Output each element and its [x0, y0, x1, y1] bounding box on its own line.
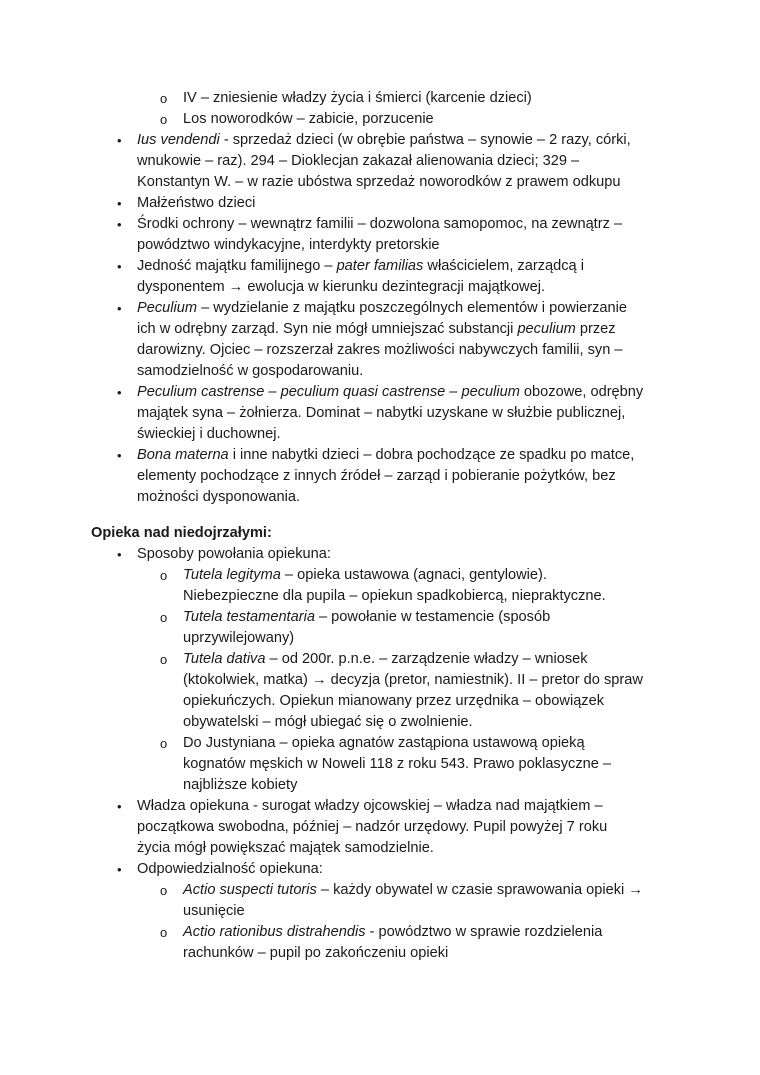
circle-bullet-icon: o	[160, 925, 168, 940]
item-text: uprzywilejowany)	[183, 630, 295, 646]
item-text: (ktokolwiek, matka) → decyzja (pretor, namiestnik). II – pretor do spraw	[183, 672, 643, 688]
item-text: życia mógł powiększać majątek samodzielnie.	[137, 840, 434, 856]
latin-term: Bona materna	[137, 447, 229, 463]
list-item: Odpowiedzialność opiekuna:	[137, 861, 323, 877]
item-text: świeckiej i duchownej.	[137, 426, 281, 442]
list-item: IV – zniesienie władzy życia i śmierci (karcenie dzieci)	[183, 90, 532, 106]
list-item	[183, 649, 588, 670]
latin-term: Actio rationibus distrahendis	[183, 924, 366, 940]
item-text: ich w odrębny zarząd. Syn nie mógł umniejszać substancji	[137, 321, 518, 337]
list-item: Los noworodków – zabicie, porzucenie	[183, 111, 434, 127]
circle-bullet-icon: o	[160, 736, 168, 751]
item-text: rachunków – pupil po zakończeniu opieki	[183, 945, 449, 961]
item-text: – każdy obywatel w czasie sprawowania opieki →	[316, 882, 643, 898]
list-item	[183, 565, 547, 586]
latin-term: Ius vendendi	[137, 132, 220, 148]
list-item	[183, 880, 643, 901]
bullet-icon: •	[117, 196, 122, 211]
item-text: opiekuńczych. Opiekun mianowany przez urzędnika – obowiązek	[183, 693, 605, 709]
bullet-icon: •	[117, 799, 122, 814]
bullet-icon: •	[117, 385, 122, 400]
list-item	[137, 256, 584, 277]
item-text: wnukowie – raz). 294 – Dioklecjan zakazał alienowania dzieci; 329 –	[137, 153, 580, 169]
item-text: i inne nabytki dzieci – dobra pochodzące ze spadku po matce,	[228, 447, 635, 463]
latin-term: pater familias	[336, 258, 424, 274]
list-item: Sposoby powołania opiekuna:	[137, 546, 331, 562]
bullet-icon: •	[117, 547, 122, 562]
item-text: początkowa swobodna, później – nadzór urzędowy. Pupil powyżej 7 roku	[137, 819, 608, 835]
item-text: najbliższe kobiety	[183, 777, 298, 793]
item-text: przez	[575, 321, 616, 337]
item-text: właścicielem, zarządcą i	[423, 258, 584, 274]
item-text: - sprzedaż dzieci (w obrębie państwa – synowie – 2 razy, córki,	[219, 132, 631, 148]
list-item	[137, 298, 627, 319]
item-text: możności dysponowania.	[137, 489, 301, 505]
circle-bullet-icon: o	[160, 610, 168, 625]
item-text: usunięcie	[183, 903, 245, 919]
bullet-icon: •	[117, 217, 122, 232]
item-text: kognatów męskich w Noweli 118 z roku 543. Prawo poklasyczne –	[183, 756, 612, 772]
list-item: Władza opiekuna - surogat władzy ojcowskiej – władza nad majątkiem –	[137, 798, 603, 814]
item-text: dysponentem → ewolucja w kierunku dezintegracji majątkowej.	[137, 279, 546, 295]
list-item: Małżeństwo dzieci	[137, 195, 256, 211]
item-text: obywatelski – mógł ubiegać się o zwolnienie.	[183, 714, 473, 730]
item-text: – opieka ustawowa (agnaci, gentylowie).	[280, 567, 547, 583]
list-item	[137, 130, 631, 151]
item-text: Jedność majątku familijnego –	[137, 258, 337, 274]
circle-bullet-icon: o	[160, 91, 168, 106]
item-text: obozowe, odrębny	[519, 384, 644, 400]
item-text: – od 200r. p.n.e. – zarządzenie władzy – wniosek	[265, 651, 588, 667]
item-text: darowizny. Ojciec – rozszerzał zakres możliwości nabywczych familii, syn –	[137, 342, 623, 358]
bullet-icon: •	[117, 259, 122, 274]
list-item	[137, 445, 634, 466]
latin-term: Tutela legityma	[183, 567, 281, 583]
bullet-icon: •	[117, 133, 122, 148]
list-item: Do Justyniana – opieka agnatów zastąpiona ustawową opieką	[183, 735, 585, 751]
circle-bullet-icon: o	[160, 568, 168, 583]
latin-term: Actio suspecti tutoris	[183, 882, 317, 898]
item-text: samodzielność w gospodarowaniu.	[137, 363, 364, 379]
bullet-icon: •	[117, 448, 122, 463]
bullet-icon: •	[117, 862, 122, 877]
list-item	[137, 382, 643, 403]
item-text: elementy pochodzące z innych źródeł – zarząd i pobieranie pożytków, bez	[137, 468, 616, 484]
list-item	[183, 607, 550, 628]
latin-term: Peculium	[137, 300, 198, 316]
latin-term: Tutela dativa	[183, 651, 266, 667]
circle-bullet-icon: o	[160, 883, 168, 898]
item-text: - powództwo w sprawie rozdzielenia	[365, 924, 603, 940]
item-text	[137, 319, 616, 340]
item-text: – wydzielanie z majątku poszczególnych elementów i powierzanie	[197, 300, 627, 316]
item-text: majątek syna – żołnierza. Dominat – nabytki uzyskane w służbie publicznej,	[137, 405, 626, 421]
bullet-icon: •	[117, 301, 122, 316]
circle-bullet-icon: o	[160, 112, 168, 127]
circle-bullet-icon: o	[160, 652, 168, 667]
list-item	[183, 922, 602, 943]
item-text: – powołanie w testamencie (sposób	[314, 609, 551, 625]
list-item: Środki ochrony – wewnątrz familii – dozwolona samopomoc, na zewnątrz –	[137, 216, 623, 232]
item-text: Niebezpieczne dla pupila – opiekun spadkobiercą, niepraktyczne.	[183, 588, 606, 604]
item-text: Konstantyn W. – w razie ubóstwa sprzedaż noworodków z prawem odkupu	[137, 174, 621, 190]
latin-term: Tutela testamentaria	[183, 609, 315, 625]
item-text: powództwo windykacyjne, interdykty pretorskie	[137, 237, 440, 253]
latin-term: peculium	[517, 321, 576, 337]
section-heading: Opieka nad niedojrzałymi:	[91, 525, 272, 541]
latin-term: Peculium castrense – peculium quasi castrense – peculium	[137, 384, 520, 400]
